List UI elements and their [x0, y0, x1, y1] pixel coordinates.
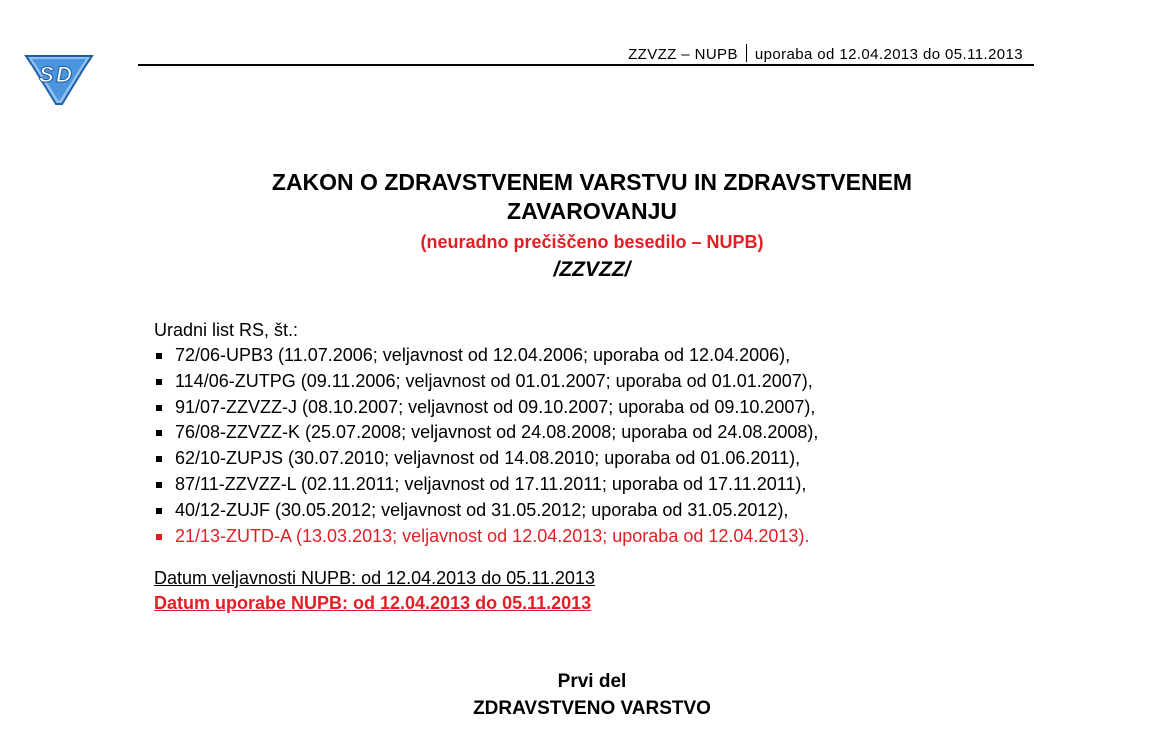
- gazette-item-current: [154, 524, 818, 550]
- usage-date: Datum uporabe NUPB: od 12.04.2013 do 05.11.2013: [154, 593, 592, 613]
- law-title-line1: ZAKON O ZDRAVSTVENEM VARSTVU IN ZDRAVSTVENEM: [271, 169, 913, 195]
- svg-text:D: D: [56, 62, 72, 87]
- part-name: ZDRAVSTVENO VARSTVO: [473, 698, 711, 719]
- bullet-icon: [156, 379, 162, 385]
- sd-logo: [22, 48, 96, 106]
- header-rule: [138, 64, 1034, 66]
- gazette-item-text: 87/11-ZZVZZ-L (02.11.2011; veljavnost od 17.11.2011; uporaba od 17.11.2011),: [175, 473, 807, 494]
- validity-date: Datum veljavnosti NUPB: od 12.04.2013 do 05.11.2013: [154, 568, 595, 588]
- gazette-section: [154, 318, 818, 549]
- part-number: Prvi del: [557, 671, 627, 692]
- bullet-icon: [156, 353, 162, 359]
- header-doc-code: ZZVZZ – NUPB: [628, 46, 738, 63]
- gazette-item: [154, 420, 818, 446]
- header-usage-period: uporaba od 12.04.2013 do 05.11.2013: [754, 46, 1023, 63]
- bullet-icon: [156, 405, 162, 411]
- bullet-icon: [156, 534, 162, 540]
- gazette-item: [154, 472, 818, 498]
- gazette-item-text: 76/08-ZZVZZ-K (25.07.2008; veljavnost od 24.08.2008; uporaba od 24.08.2008),: [175, 422, 819, 443]
- gazette-item-text: 91/07-ZZVZZ-J (08.10.2007; veljavnost od 09.10.2007; uporaba od 09.10.2007),: [175, 396, 816, 417]
- sd-shield-logo-icon: [22, 48, 96, 106]
- gazette-item-text: 114/06-ZUTPG (09.11.2006; veljavnost od 01.01.2007; uporaba od 01.01.2007),: [175, 370, 813, 391]
- dates-section: [154, 566, 595, 616]
- gazette-item-text: 62/10-ZUPJS (30.07.2010; veljavnost od 14.08.2010; uporaba od 01.06.2011),: [175, 448, 801, 469]
- bullet-icon: [156, 508, 162, 514]
- bullet-icon: [156, 456, 162, 462]
- gazette-item-text: 72/06-UPB3 (11.07.2006; veljavnost od 12.04.2006; uporaba od 12.04.2006),: [175, 345, 791, 365]
- law-title-line2: ZAVAROVANJU: [507, 198, 677, 224]
- gazette-item: [154, 498, 818, 524]
- header-separator: [746, 44, 747, 62]
- bullet-icon: [156, 482, 162, 488]
- gazette-item: [154, 446, 818, 472]
- gazette-item: [154, 343, 818, 369]
- gazette-label: Uradni list RS, št.:: [154, 320, 299, 340]
- gazette-item-text: 21/13-ZUTD-A (13.03.2013; veljavnost od 12.04.2013; uporaba od 12.04.2013).: [175, 525, 810, 546]
- title-block: [0, 168, 1157, 283]
- law-subtitle: (neuradno prečiščeno besedilo – NUPB): [420, 232, 764, 252]
- gazette-item: [154, 369, 818, 395]
- law-abbreviation: /ZZVZZ/: [553, 258, 631, 281]
- svg-text:S: S: [39, 62, 54, 87]
- running-header: [628, 44, 1023, 63]
- bullet-icon: [156, 430, 162, 436]
- part-heading: [0, 668, 1157, 722]
- gazette-item-text: 40/12-ZUJF (30.05.2012; veljavnost od 31.05.2012; uporaba od 31.05.2012),: [175, 499, 789, 520]
- gazette-item: [154, 395, 818, 421]
- gazette-list: [154, 343, 818, 549]
